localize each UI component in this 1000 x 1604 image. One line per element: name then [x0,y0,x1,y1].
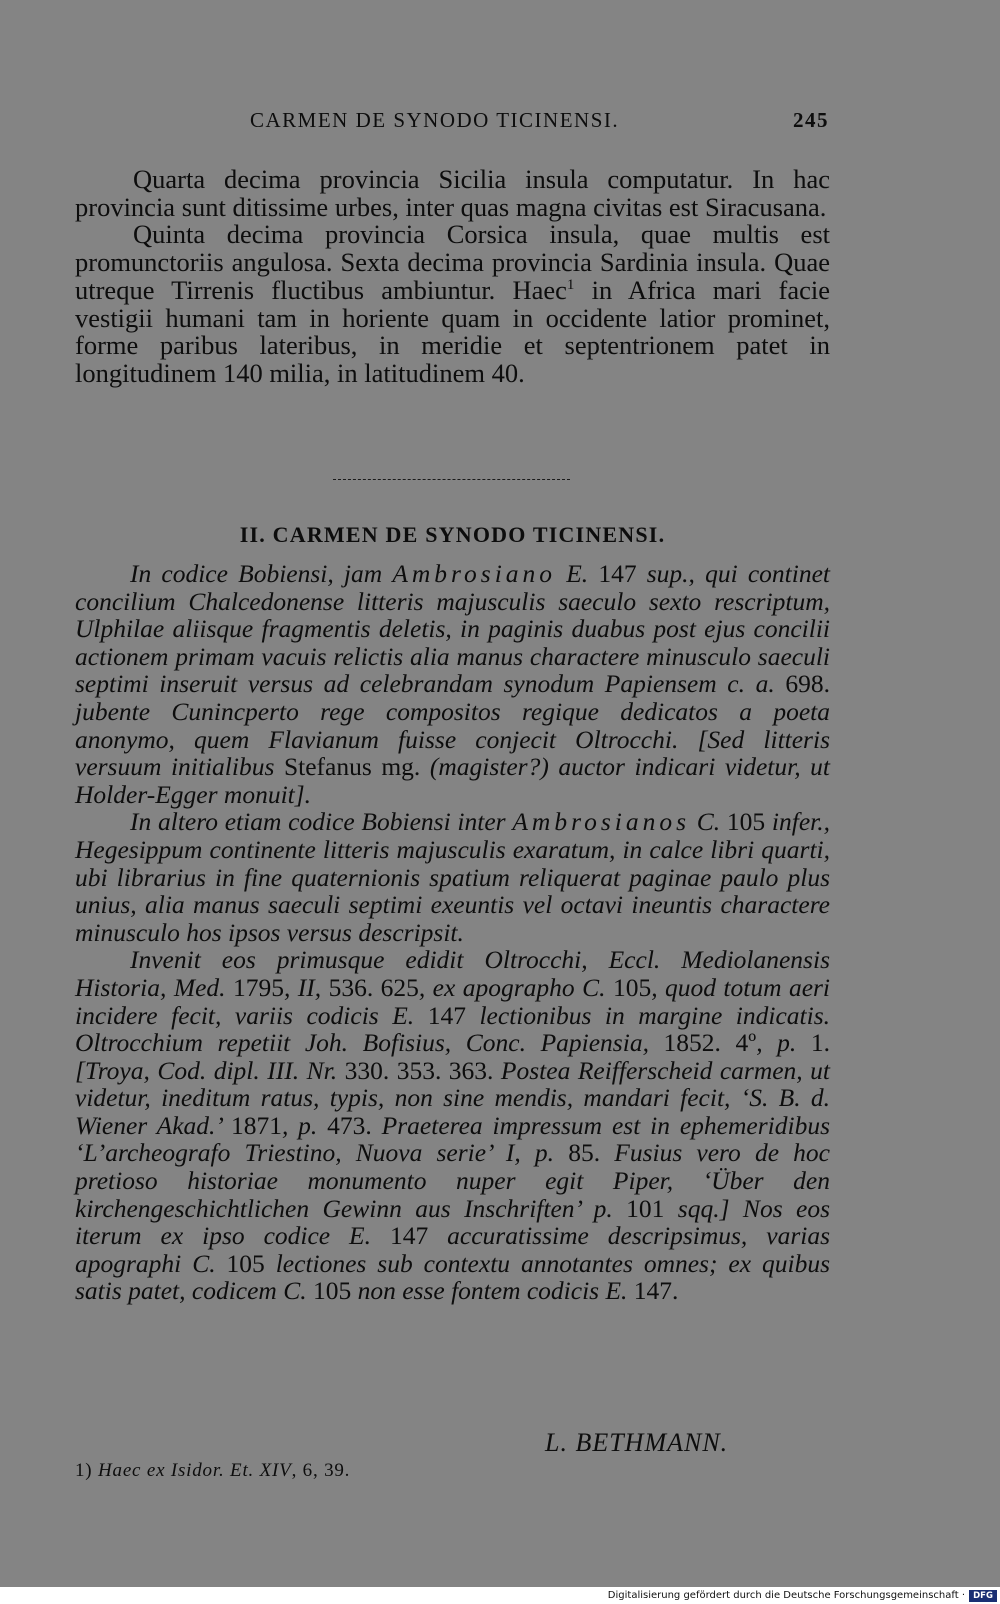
text-run: 85. [568,1138,601,1168]
page-number: 245 [793,108,829,132]
text-run: accuratissime descripsimus, varias apographi C. [75,1221,831,1278]
text-run: , ex apographo C. [418,972,613,1002]
text-run: 473. [327,1110,372,1140]
text-run: In codice Bobiensi, jam [130,559,393,588]
paragraph-corsica-text: Quinta decima provincia Corsica insula, quae multis est promunctoriis angulosa. Sexta decima provincia Sardinia insula. Quae utreque Tirrenis fluctibus ambiuntur. Haec [75,219,830,305]
text-run: non esse fontem codicis E. [351,1276,634,1306]
text-run: 1871 [230,1110,282,1140]
isidore-excerpt [75,166,830,388]
text-run: In altero etiam codice Bobiensi inter [130,807,513,837]
text-run: sqq.] Nos eos iterum ex ipso codice E. [75,1193,831,1251]
text-run: [Troya, Cod. dipl. III. Nr. [75,1055,345,1085]
text-run: 147 [427,1000,466,1030]
intro-paragraph-3 [75,946,830,1305]
paragraph-corsica [75,221,830,387]
text-run: 147 [389,1221,429,1251]
text-run: C. [690,807,727,837]
text-run: , p. [756,1028,811,1058]
text-run: Praeterea impressum est in ephemeridibus ‘L’archeografo Triestino, Nuova serie’ I, p. [75,1110,830,1168]
text-run: 1. [810,1028,831,1058]
text-run: jubente Cunincperto rege compositos regique dedicatos a poeta anonymo, quem Flavianum fuisse conjecit Oltrocchi. [Sed litteris versuum initialibus [75,696,830,782]
footnote [75,1460,350,1482]
paragraph-sicilia: Quarta decima provincia Sicilia insula computatur. In hac provincia sunt ditissime urbes, inter quas magna civitas est Siracusana. [75,164,830,222]
text-run: 147 [598,559,637,588]
intro-paragraph-1 [75,560,830,808]
text-run: , p. [281,1110,328,1140]
running-head [0,108,1000,138]
text-run: lectiones sub contextu annotantes omnes; ex quibus satis patet, codicem C. [75,1248,830,1306]
footnote-text: Haec ex Isidor. Et. XIV [98,1460,292,1481]
text-run: infer., Hegesippum continente litteris majusculis exaratum, in calce libri quarti, ubi librarius in fine quaternionis spatium reliquerat paginae paulo plus unius, alia manus saeculi septimi exeuntis vel octavi ineuntis charactere minusculo hos ipsos versus descripsit. [75,807,830,947]
text-run: (magister?) auctor indicari videtur, ut Holder-Egger monuit]. [75,752,830,809]
intro-paragraph-2 [75,808,830,946]
dfg-logo: DFG [969,1590,997,1602]
text-run: Invenit eos primusque edidit Oltrocchi, Eccl. Mediolanensis Historia, Med. [75,945,830,1002]
text-run: Postea Reifferscheid carmen, ut videtur, ineditum ratus, typis, non sine mendis, mandari fecit, ‘S. B. d. Wiener Akad.’ [75,1055,831,1140]
running-head-title: CARMEN DE SYNODO TICINENSI. [250,108,620,132]
text-run: Fusius vero de hoc pretioso historiae monumento nuper egit Piper, ‘Über den kirchengeschichtlichen Gewinn aus Inschriften’ p. [75,1138,830,1223]
footnote-number: 1) [75,1460,93,1481]
text-run: Ambrosiano [392,559,557,588]
digitization-footer [0,1589,1000,1604]
text-run: 101 [626,1193,665,1223]
text-run: 698. [785,669,830,699]
editorial-introduction [75,560,830,1305]
footnote-marker: 1 [566,276,575,293]
text-run: 330. 353. 363. [344,1055,494,1085]
text-run: Stefanus mg. [283,752,421,782]
text-run: 105 [312,1276,352,1306]
section-divider [333,479,570,480]
editor-signature: L. BETHMANN. [545,1428,729,1457]
text-run: 105 [612,972,652,1002]
text-run: , quod totum aeri incidere fecit, variis codicis E. [75,972,831,1030]
text-run: 1795 [232,972,284,1002]
text-run: 1852. 4º [663,1028,757,1058]
text-run: lectionibus in margine indicatis. Oltrocchium repetiit Joh. Bofisius, Conc. Papiensia, [75,1000,830,1058]
text-run: E. [556,559,599,588]
text-run: 147. [633,1276,679,1306]
text-run: , II, [283,972,329,1002]
section-heading: II. CARMEN DE SYNODO TICINENSI. [239,522,666,547]
text-run: Ambrosianos [512,807,690,837]
footnote-tail: , 6, 39. [291,1460,351,1481]
text-run: 105 [726,807,766,837]
paragraph-corsica-cont: in Africa mari facie vestigii humani tam in horiente quam in occidente latior prominet, forme paribus lateribus, in meridie et septentrionem patet in longitudinem 140 milia, in latitudinem 40. [75,274,831,388]
text-run: 105 [226,1248,265,1278]
digitization-note: Digitalisierung gefördert durch die Deutsche Forschungsgemeinschaft · [607,1590,965,1601]
text-run: sup., qui continet concilium Chalcedonense litteris majusculis saeculo sexto rescriptum, Ulphilae aliisque fragmentis deletis, in paginis duabus post ejus concilii actionem primam vacuis relictis alia manus charactere minusculo saeculi septimi inseruit versus ad celebrandam synodum Papiensem c. a. [75,559,830,699]
text-run: 536. 625 [328,972,419,1002]
